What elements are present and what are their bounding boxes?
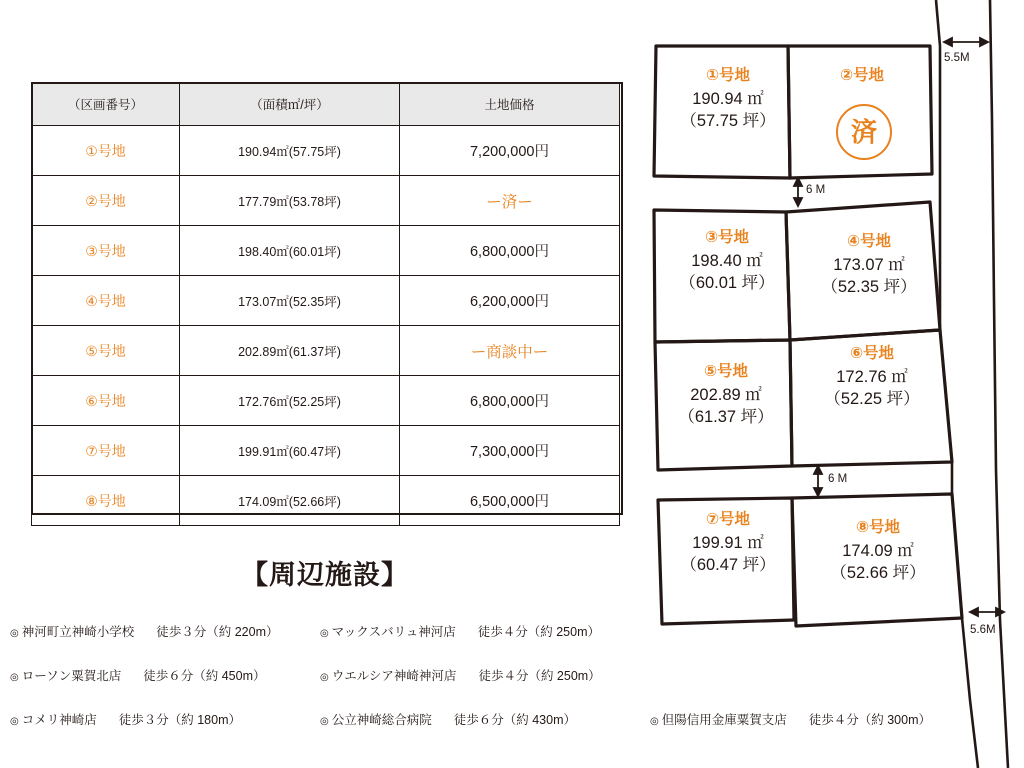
cell-lot-number: ④号地 (32, 276, 180, 326)
facilities-heading: 【周辺施設】 (241, 560, 409, 590)
map-lot-4-label (804, 232, 934, 299)
map-lot-area-tsubo: （61.37 坪） (678, 408, 774, 427)
cell-area: 177.79㎡(53.78坪) (180, 176, 400, 226)
lot-price-table-wrap (31, 82, 619, 526)
facility-name: 公立神崎総合病院 (331, 713, 432, 727)
cell-price: 6,500,000円 (400, 476, 620, 526)
dimension-label-top-right: 5.5M (944, 52, 970, 64)
cell-area: 172.76㎡(52.25坪) (180, 376, 400, 426)
map-lot-number: ⑧号地 (855, 519, 901, 536)
cell-area: 198.40㎡(60.01坪) (180, 226, 400, 276)
map-lot-area-m2: 172.76 ㎡ (836, 368, 908, 387)
cell-lot-number: ③号地 (32, 226, 180, 276)
cell-area: 174.09㎡(52.66坪) (180, 476, 400, 526)
map-lot-5-label (662, 362, 790, 429)
cell-area: 173.07㎡(52.35坪) (180, 276, 400, 326)
list-item (320, 622, 600, 640)
map-lot-number: ②号地 (839, 67, 885, 84)
road-left-edge (936, 0, 978, 768)
map-lot-2-label (800, 66, 924, 89)
facility-walk-time: 徒歩４分（約 300m） (808, 713, 931, 727)
map-lot-number: ⑦号地 (705, 511, 751, 528)
map-lot-7-label (664, 510, 792, 577)
facility-walk-time: 徒歩４分（約 250m） (478, 669, 601, 683)
dimension-label-road-2: 6 M (828, 473, 848, 485)
facility-walk-time: 徒歩６分（約 450m） (143, 669, 266, 683)
facility-name: コメリ神崎店 (21, 713, 97, 727)
map-lot-number: ③号地 (704, 229, 750, 246)
sold-stamp: 済 (836, 104, 892, 160)
bullet-icon: ◎ (10, 716, 19, 727)
map-lot-6-label (806, 344, 938, 411)
cell-area: 202.89㎡(61.37坪) (180, 326, 400, 376)
list-item (10, 622, 320, 640)
map-lot-3-label (664, 228, 790, 295)
table-row (32, 476, 620, 526)
list-item (10, 710, 320, 728)
column-header-lot: （区画番号） (32, 83, 180, 126)
map-lot-8-label (810, 518, 946, 585)
lot-price-table (31, 82, 620, 526)
table-row (32, 276, 620, 326)
cell-area: 199.91㎡(60.47坪) (180, 426, 400, 476)
map-lot-number: ①号地 (705, 67, 751, 84)
cell-price: 7,200,000円 (400, 126, 620, 176)
facility-walk-time: 徒歩４分（約 250m） (477, 625, 600, 639)
table-row (32, 426, 620, 476)
map-lot-number: ⑤号地 (703, 363, 749, 380)
map-lot-area-tsubo: （60.47 坪） (680, 556, 776, 575)
map-lot-area-m2: 174.09 ㎡ (842, 542, 914, 561)
bullet-icon: ◎ (320, 628, 329, 639)
column-header-area: （面積㎡/坪） (180, 83, 400, 126)
cell-price-status: ー商談中ー (400, 326, 620, 376)
dimension-label-bottom-right: 5.6M (970, 624, 996, 636)
cell-lot-number: ⑧号地 (32, 476, 180, 526)
map-lot-number: ④号地 (846, 233, 892, 250)
column-header-price: 土地価格 (400, 83, 620, 126)
table-row (32, 326, 620, 376)
table-row (32, 226, 620, 276)
table-row (32, 376, 620, 426)
bullet-icon: ◎ (320, 672, 329, 683)
map-lot-area-m2: 199.91 ㎡ (692, 534, 764, 553)
cell-area: 190.94㎡(57.75坪) (180, 126, 400, 176)
table-header-row (32, 83, 620, 126)
facility-name: 神河町立神崎小学校 (21, 625, 135, 639)
cell-lot-number: ⑤号地 (32, 326, 180, 376)
map-lot-1-label (666, 66, 790, 133)
facility-name: ローソン粟賀北店 (21, 669, 122, 683)
list-item (320, 710, 650, 728)
map-lot-area-m2: 202.89 ㎡ (690, 386, 762, 405)
bullet-icon: ◎ (10, 628, 19, 639)
map-lot-area-m2: 173.07 ㎡ (833, 256, 905, 275)
cell-price: 6,800,000円 (400, 226, 620, 276)
bullet-icon: ◎ (10, 672, 19, 683)
road-right-edge (990, 0, 1008, 768)
map-lot-area-m2: 198.40 ㎡ (691, 252, 763, 271)
facility-name: ウエルシア神崎神河店 (331, 669, 457, 683)
cell-lot-number: ②号地 (32, 176, 180, 226)
cell-price: 7,300,000円 (400, 426, 620, 476)
dimension-label-road-1: 6 M (806, 184, 826, 196)
plot-map (640, 0, 1024, 768)
map-lot-area-tsubo: （52.66 坪） (830, 564, 926, 583)
cell-price: 6,800,000円 (400, 376, 620, 426)
cell-price-status: ー済ー (400, 176, 620, 226)
list-item (320, 666, 601, 684)
map-lot-area-m2: 190.94 ㎡ (692, 90, 764, 109)
map-lot-area-tsubo: （60.01 坪） (679, 274, 775, 293)
cell-lot-number: ⑦号地 (32, 426, 180, 476)
cell-lot-number: ⑥号地 (32, 376, 180, 426)
facility-name: マックスバリュ神河店 (331, 625, 456, 639)
map-lot-area-tsubo: （57.75 坪） (680, 112, 776, 131)
list-item (10, 666, 320, 684)
map-lot-area-tsubo: （52.25 坪） (824, 390, 920, 409)
map-lot-area-tsubo: （52.35 坪） (821, 278, 917, 297)
map-lot-number: ⑥号地 (849, 345, 895, 362)
cell-price: 6,200,000円 (400, 276, 620, 326)
facility-walk-time: 徒歩６分（約 430m） (453, 713, 576, 727)
facility-walk-time: 徒歩３分（約 220m） (156, 625, 279, 639)
cell-lot-number: ①号地 (32, 126, 180, 176)
table-row (32, 126, 620, 176)
bullet-icon: ◎ (320, 716, 329, 727)
facility-walk-time: 徒歩３分（約 180m） (118, 713, 241, 727)
table-row (32, 176, 620, 226)
bullet-icon: ◎ (650, 716, 659, 727)
facility-name: 但陽信用金庫粟賀支店 (661, 713, 787, 727)
